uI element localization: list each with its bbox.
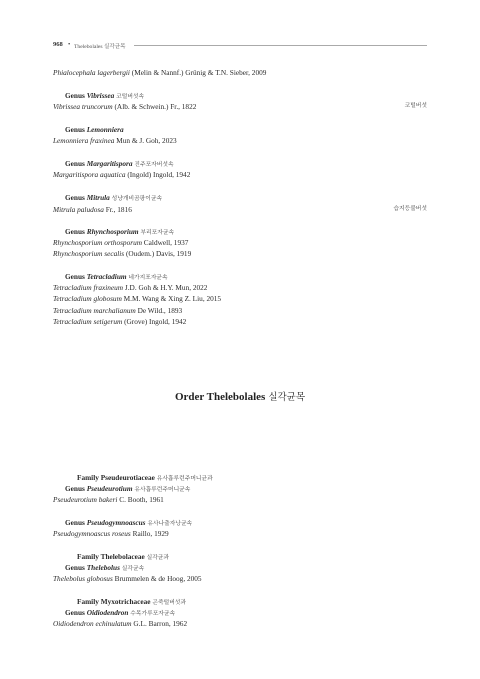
genus-korean-name: 수목가루포자균속 — [128, 611, 176, 617]
species-name: Tetracladium marchalianum — [53, 306, 136, 315]
species-name: Rhynchosporium orthosporum — [53, 238, 142, 247]
genus-korean-name: 진주포자버섯속 — [132, 162, 174, 168]
genus-name: Tetracladium — [86, 272, 127, 281]
species-line — [53, 619, 187, 628]
species-authority: Fr., 1816 — [103, 205, 132, 214]
common-name: 코털버섯 — [404, 103, 427, 109]
page-number: 968 — [53, 41, 63, 48]
genus-label: Genus — [65, 193, 87, 202]
family-label: Family Pseudeurotiaceae — [77, 473, 155, 482]
species-authority: G.L. Barron, 1962 — [131, 619, 188, 628]
species-line — [53, 102, 196, 111]
species-line — [53, 238, 188, 247]
species-authority: Mun & J. Goh, 2023 — [114, 136, 177, 145]
genus-heading — [65, 484, 190, 495]
species-name: Mitrula paludosa — [53, 205, 104, 214]
species-line — [53, 170, 190, 179]
genus-label: Genus — [65, 91, 87, 100]
species-authority: (Ingold) Ingold, 1942 — [125, 170, 191, 179]
species-line — [53, 283, 207, 292]
genus-name: Pseudeurotium — [86, 484, 133, 493]
header-rule — [134, 45, 427, 46]
species-name: Pseudogymnoascus roseus — [53, 529, 131, 538]
species-line — [53, 249, 191, 258]
header-separator: • — [68, 41, 71, 48]
genus-label: Genus — [65, 272, 87, 281]
genus-name: Mitrula — [86, 193, 110, 202]
order-korean-name: 실각균목 — [265, 392, 306, 403]
running-title: Thelebolales 실각균목 — [74, 43, 126, 50]
order-heading — [0, 389, 480, 403]
species-authority: De Wild., 1893 — [135, 306, 183, 315]
genus-name: Oidiodendron — [86, 608, 129, 617]
species-authority: J.D. Goh & H.Y. Mun, 2022 — [123, 283, 208, 292]
genus-name: Thelebolus — [86, 563, 120, 572]
genus-korean-name: 유사흡루런주머니균속 — [132, 487, 191, 493]
species-line — [53, 317, 186, 326]
species-name: Vibrissea truncorum — [53, 102, 113, 111]
genus-korean-name: 네가지포자균속 — [126, 275, 168, 281]
species-line — [53, 529, 169, 538]
family-korean-name: 곤죽털버섯과 — [150, 600, 187, 606]
species-line — [53, 294, 221, 303]
genus-label: Genus — [65, 518, 87, 527]
family-korean-name: 유사흡루런주머니균과 — [154, 476, 213, 482]
species-name: Oidiodendron echinulatum — [53, 619, 132, 628]
family-label: Family Thelebolaceae — [77, 552, 145, 561]
species-name: Margaritispora aquatica — [53, 170, 126, 179]
species-authority: Brummelen & de Hoog, 2005 — [112, 574, 202, 583]
species-line — [53, 306, 182, 315]
genus-heading — [65, 227, 174, 238]
genus-heading — [65, 193, 162, 204]
genus-korean-name: 유사나출자낭균속 — [145, 521, 193, 527]
genus-name: Margaritispora — [86, 159, 133, 168]
genus-label: Genus — [65, 484, 87, 493]
genus-label: Genus — [65, 608, 87, 617]
genus-korean-name: 성냥개비곰팡이균속 — [109, 196, 163, 202]
genus-heading — [65, 518, 192, 529]
genus-heading — [65, 563, 144, 574]
family-label: Family Myxotrichaceae — [77, 597, 151, 606]
genus-heading — [65, 608, 175, 619]
species-name: Rhynchosporium secalis — [53, 249, 125, 258]
order-name: Order Thelebolales — [174, 391, 266, 403]
species-line — [53, 574, 202, 583]
family-heading — [77, 597, 186, 608]
species-authority: (Oudem.) Davis, 1919 — [124, 249, 192, 258]
species-authority: Raillo, 1929 — [130, 529, 169, 538]
running-header — [53, 41, 427, 51]
species-authority: (Alb. & Schwein.) Fr., 1822 — [112, 102, 197, 111]
species-name: Phialocephala lagerbergii — [53, 68, 130, 77]
species-name: Thelebolus globosus — [53, 574, 113, 583]
genus-name: Rhynchosporium — [86, 227, 139, 236]
species-line — [53, 136, 177, 145]
species-line — [53, 495, 164, 504]
family-heading — [77, 552, 169, 563]
genus-heading — [65, 125, 124, 134]
genus-korean-name: 실각균속 — [119, 566, 145, 572]
genus-label: Genus — [65, 125, 87, 134]
species-name: Tetracladium setigerum — [53, 317, 123, 326]
genus-heading — [65, 159, 174, 170]
species-name: Lemonniera fraxinea — [53, 136, 115, 145]
species-authority: (Melin & Nannf.) Grünig & T.N. Sieber, 2009 — [129, 68, 267, 77]
genus-korean-name: 부리포자균속 — [138, 230, 175, 236]
species-line — [53, 205, 132, 214]
species-line — [53, 68, 266, 77]
species-authority: (Grove) Ingold, 1942 — [122, 317, 187, 326]
genus-heading — [65, 91, 144, 102]
species-authority: M.M. Wang & Xing Z. Liu, 2015 — [121, 294, 222, 303]
species-name: Tetracladium fraxineum — [53, 283, 124, 292]
genus-label: Genus — [65, 563, 87, 572]
genus-label: Genus — [65, 227, 87, 236]
species-name: Pseudeurotium bakeri — [53, 495, 118, 504]
species-name: Tetracladium globosum — [53, 294, 122, 303]
genus-name: Pseudogymnoascus — [86, 518, 146, 527]
family-korean-name: 실각균과 — [144, 555, 170, 561]
genus-name: Lemonniera — [86, 125, 124, 134]
species-authority: C. Booth, 1961 — [117, 495, 164, 504]
common-name: 습지등불버섯 — [393, 206, 427, 212]
genus-label: Genus — [65, 159, 87, 168]
family-heading — [77, 473, 213, 484]
genus-korean-name: 코털버섯속 — [114, 94, 145, 100]
species-authority: Caldwell, 1937 — [141, 238, 189, 247]
genus-name: Vibrissea — [86, 91, 115, 100]
genus-heading — [65, 272, 168, 283]
